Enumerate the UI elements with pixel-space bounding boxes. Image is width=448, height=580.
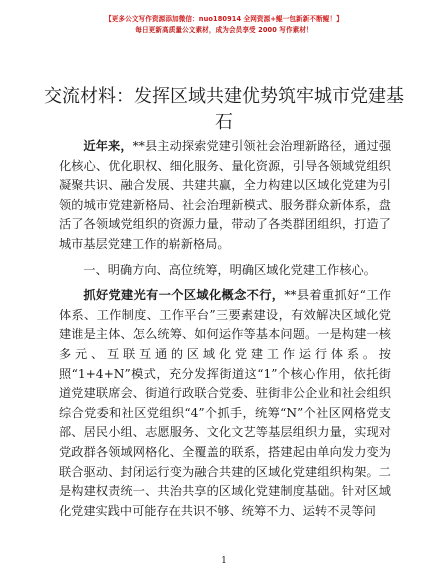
- banner-line-1: 【更多公文写作资源添加微信：nuo180914 全网资源+鲲一包新新不断鲲！】: [105, 15, 343, 23]
- banner-line-2: 每日更新高质量公文素材，成为会员享受 2000 写作素材！: [135, 26, 313, 34]
- paragraph-3: [59, 286, 391, 521]
- section-heading-1-text: 一、明确方向、高位统筹，明确区域化党建工作核心。: [83, 262, 376, 277]
- paragraph-3-lead: 抓好党建光有一个区域化概念不行，: [83, 288, 285, 303]
- section-heading-1: [59, 261, 391, 281]
- document-body: [59, 137, 391, 521]
- paragraph-1: [59, 137, 391, 255]
- document-title: 交流材料：发挥区域共建优势筑牢城市党建基石: [44, 86, 404, 133]
- paragraph-1-lead: 近年来，: [83, 139, 133, 153]
- paragraph-1-text: **县主动探索党建引领社会治理新路径，通过强化核心、优化职权、细化服务、量化资源，引导各领域党组织凝聚共识、融合发展、共建共赢，全力构建以区域化党建为引领的城市党建新格局、社会治理新模式、服务群众新体系，盘活了各领域党组织的资源力量，带动了各类群团组织，打造了城市基层党建工作的崭新格局。: [59, 139, 392, 251]
- paragraph-3-text: **县着重抓好“工作体系、工作制度、工作平台”三要素建设，有效解决区域化党建谁是主体、怎么统筹、如何运作等基本问题。一是构建一核多元、互联互通的区域化党建工作运行体系。按照“1+4+N”模式，充分发挥街道这“1”个核心作用，依托街道党建联席会、街道行政联合党委、驻街非公企业和社会组织综合党委和社区党组织“4”个抓手，统筹“N”个社区网格党支部、居民小组、志愿服务、文化文艺等基层组织力量，实现对党政群各领域网格化、全覆盖的联系，搭建起由单向发力变为联合驱动、封闭运行变为融合共建的区域化党建组织构架。二是构建权责统一、共治共享的区域化党建制度基础。针对区域化党建实践中可能存在共识不够、统筹不力、运转不灵等问: [59, 288, 392, 518]
- promo-banner: [0, 14, 448, 36]
- page-number: 1: [221, 556, 227, 566]
